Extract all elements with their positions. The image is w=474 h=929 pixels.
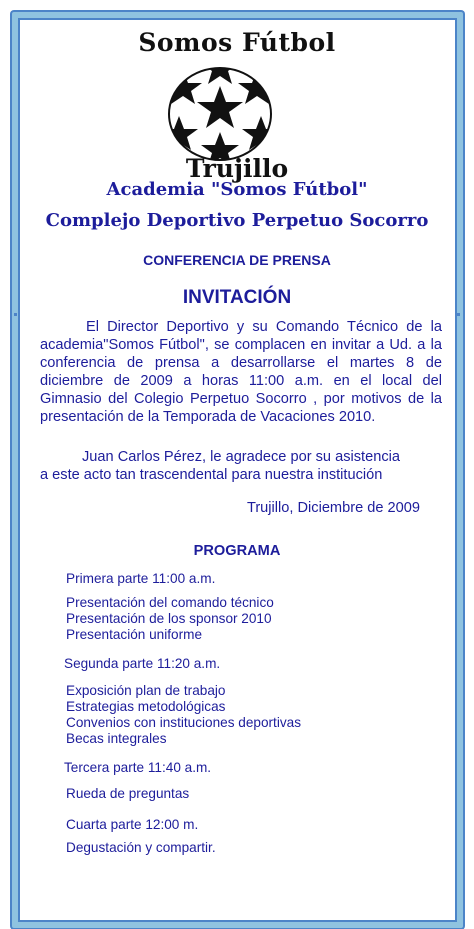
conference-heading: CONFERENCIA DE PRENSA: [143, 252, 331, 268]
program-item: Estrategias metodológicas: [66, 699, 226, 714]
thanks-line-1: Juan Carlos Pérez, le agradece por su asistencia: [82, 449, 400, 465]
brand-title: Somos Fútbol: [138, 28, 336, 57]
invitation-paragraph-text: El Director Deportivo y su Comando Técnico de la academia"Somos Fútbol", se complacen en invitar a Ud. a la conferencia de prensa a desarrollarse el martes 8 de diciembre de 2009 a horas 11:00 a.m. en el local del Gimnasio del Colegio Perpetuo Socorro , por motivos de la presentación de la Temporada de Vacaciones 2010.: [40, 319, 442, 425]
program-part-2: Segunda parte 11:20 a.m.: [64, 656, 221, 671]
program-item: Presentación de los sponsor 2010: [66, 611, 272, 626]
invitation-paragraph: [40, 318, 442, 426]
thanks-line-2: a este acto tan trascendental para nuestra institución: [40, 467, 383, 483]
border-dot-left: [14, 313, 17, 316]
invitation-heading: INVITACIÓN: [182, 287, 292, 308]
program-part-1: Primera parte 11:00 a.m.: [66, 571, 216, 586]
program-item: Rueda de preguntas: [66, 786, 190, 801]
border-dot-right: [457, 313, 460, 316]
program-item: Convenios con instituciones deportivas: [66, 715, 302, 730]
brand-city: Trujillo: [185, 154, 289, 183]
program-item: Degustación y compartir.: [66, 840, 216, 855]
program-part-4: Cuarta parte 12:00 m.: [66, 817, 199, 832]
program-part-3: Tercera parte 11:40 a.m.: [64, 760, 212, 775]
program-item: Presentación uniforme: [66, 627, 203, 642]
signature-date: Trujillo, Diciembre de 2009: [246, 500, 420, 516]
program-item: Presentación del comando técnico: [66, 595, 274, 610]
soccer-star-ball-logo: [165, 66, 275, 162]
academy-title: Academia "Somos Fútbol": [106, 179, 368, 200]
program-item: Exposición plan de trabajo: [66, 683, 226, 698]
complex-title: Complejo Deportivo Perpetuo Socorro: [45, 210, 429, 231]
program-item: Becas integrales: [66, 731, 167, 746]
program-title: PROGRAMA: [193, 543, 281, 559]
thanks-paragraph: [40, 448, 450, 484]
